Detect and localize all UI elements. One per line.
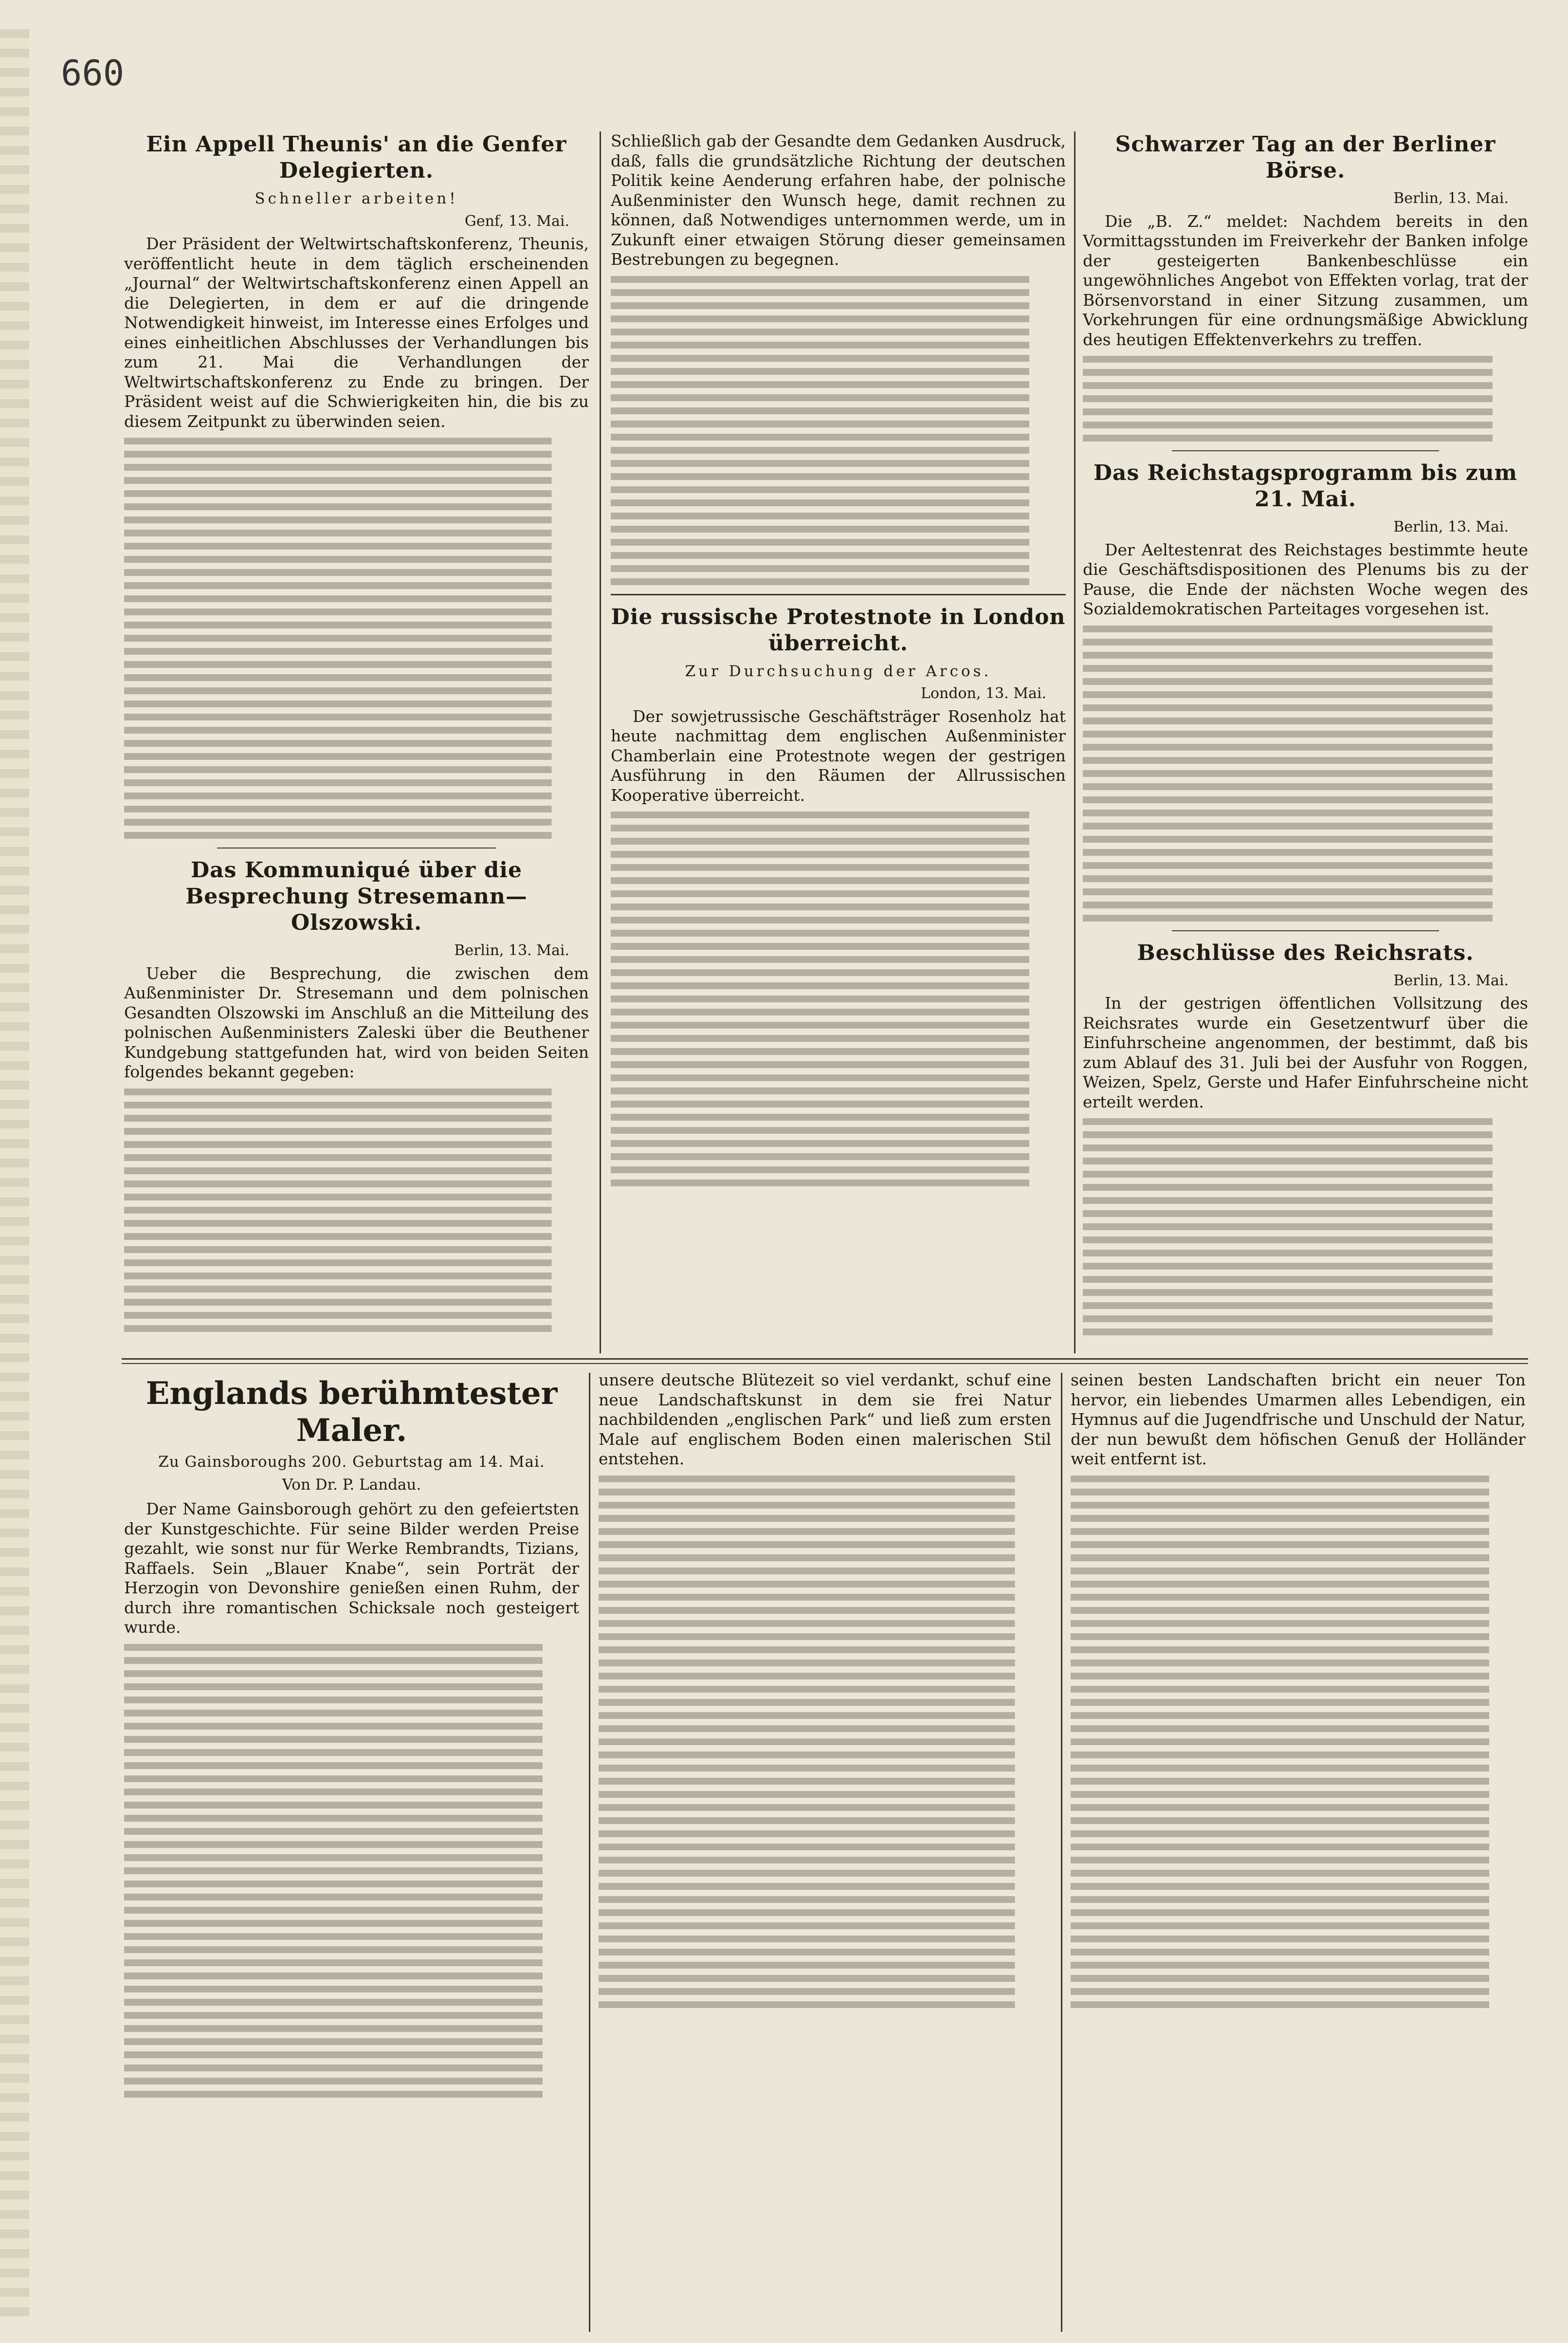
article-text-reichsrat: In der gestrigen öffentlichen Vollsitzung des Reichsrates wurde ein Gesetzentwurf über die Einfuhrscheine angenommen, der bestimmt, daß bis zum Ablauf des 31. Juli bei der Ausfuhr von Roggen, Weizen, Spelz, Gerste und Hafer Einfuhrscheine nicht erteilt werden.	[1083, 994, 1528, 1111]
feature-headline: Englands berühmtester Maler.	[146, 1375, 558, 1449]
feature-text-1: Der Name Gainsborough gehört zu den gefeiertsten der Kunstgeschichte. Für seine Bilder werden Preise gezahlt, wie sonst nur für Werke Rembrandts, Tizians, Raffaels. Sein „Blauer Knabe“, sein Porträt der Herzogin von Devonshire genießen einen Ruhm, der durch ihre romantischen Schicksale noch gesteigert wurde.	[124, 1499, 579, 1637]
feature-text-2: unsere deutsche Blütezeit so viel verdankt, schuf eine neue Landschaftskunst in dem sie frei Natur nachbildenden „englischen Park“ und ließ zum ersten Male auf englischem Boden einen malerischen Stil entstehen.	[599, 1370, 1051, 1468]
text-lines	[611, 276, 1066, 585]
feature-subline: Zu Gainsboroughs 200. Geburtstag am 14. Mai.	[158, 1453, 545, 1471]
article-text-theunis: Der Präsident der Weltwirtschaftskonferenz, Theunis, veröffentlicht heute in dem täglich erscheinenden „Journal“ der Weltwirtschaftskonferenz einen Appell an die Delegierten, in dem er auf die dringende Notwendigkeit hinweist, im Interesse eines Erfolges und eines einheitlichen Abschlusses der Verhandlungen bis zum 21. Mai die Verhandlungen der Weltwirtschaftskonferenz zu Ende zu bringen. Der Präsident weist auf die Schwierigkeiten hin, die bis zu diesem Zeitpunkt zu überwinden seien.	[124, 234, 589, 431]
column-3	[1083, 131, 1528, 1353]
column-rule	[1074, 131, 1076, 1353]
column-2	[611, 131, 1066, 1353]
text-lines	[1071, 1476, 1526, 2008]
column-rule	[600, 131, 601, 1353]
dateline-boerse: Berlin, 13. Mai.	[1393, 190, 1509, 207]
text-lines	[124, 1644, 579, 2098]
article-text-reichstagsprogramm: Der Aeltestenrat des Reichstages bestimmte heute die Geschäftsdispositionen des Plenums bis zu der Pause, die Ende der nächsten Woche wegen des Sozialdemokratischen Parteitages vorgesehen ist.	[1083, 540, 1528, 618]
binding-edge	[0, 29, 29, 2317]
text-lines	[1083, 626, 1528, 922]
section-divider	[611, 594, 1066, 595]
text-lines	[611, 812, 1066, 1186]
headline-boerse: Schwarzer Tag an der Berliner Börse.	[1115, 132, 1496, 183]
headline-theunis: Ein Appell Theunis' an die Genfer Delegierten.	[146, 132, 567, 183]
page-number: 660	[61, 53, 125, 93]
headline-protestnote: Die russische Protestnote in London überreicht.	[611, 604, 1066, 656]
dateline-theunis: Genf, 13. Mai.	[464, 212, 569, 230]
section-divider	[1172, 930, 1439, 931]
feature-article	[124, 1370, 1528, 2334]
dateline-kommunique: Berlin, 13. Mai.	[454, 942, 569, 959]
text-lines	[1083, 356, 1528, 442]
headline-kommunique: Das Kommuniqué über die Besprechung Stresemann—Olszowski.	[185, 858, 528, 935]
section-divider	[1172, 450, 1439, 451]
feature-column-1	[124, 1370, 579, 2104]
feature-column-2	[599, 1370, 1051, 2014]
feature-text-3: seinen besten Landschaften bricht ein neuer Ton hervor, ein liebendes Umarmen alles Lebendigen, ein Hymnus auf die Jugendfrische und Unschuld der Natur, der nun bewußt dem höfischen Genuß der Holländer weit entfernt ist.	[1071, 1370, 1526, 1468]
dateline-reichsrat: Berlin, 13. Mai.	[1393, 972, 1509, 989]
subline-protestnote: Zur Durchsuchung der Arcos.	[685, 662, 992, 680]
subline-theunis: Schneller arbeiten!	[255, 190, 458, 207]
headline-reichsrat: Beschlüsse des Reichsrats.	[1137, 940, 1474, 965]
article-text-protestnote: Der sowjetrussische Geschäftsträger Rosenholz hat heute nachmittag dem englischen Außenminister Chamberlain eine Protestnote wegen der gestrigen Ausführung in den Räumen der Allrussischen Kooperative überreicht.	[611, 706, 1066, 805]
dateline-protestnote: London, 13. Mai.	[921, 685, 1046, 702]
article-text-continued: Schließlich gab der Gesandte dem Gedanken Ausdruck, daß, falls die grundsätzliche Richtung der deutschen Politik keine Aenderung erfahren habe, der polnische Außenminister den Wunsch hege, damit rechnen zu können, daß Notwendiges unternommen werde, um in Zukunft einer etwaigen Störung dieser gemeinsamen Bestrebungen zu begegnen.	[611, 131, 1066, 269]
text-lines	[124, 438, 589, 839]
headline-reichstagsprogramm: Das Reichstagsprogramm bis zum 21. Mai.	[1093, 461, 1518, 512]
text-lines	[1083, 1118, 1528, 1335]
feature-rule-top	[122, 1358, 1528, 1360]
section-divider	[217, 848, 496, 849]
feature-column-3	[1071, 1370, 1526, 2014]
feature-author: Von Dr. P. Landau.	[282, 1476, 421, 1494]
column-1	[124, 131, 589, 1353]
text-lines	[599, 1476, 1051, 2008]
text-lines	[124, 1088, 589, 1332]
article-text-boerse: Die „B. Z.“ meldet: Nachdem bereits in den Vormittagsstunden im Freiverkehr der Banken infolge der gesteigerten Bankenbeschlüsse ein ungewöhnliches Angebot von Effekten vorlag, trat der Börsenvorstand in einer Sitzung zusammen, um Vorkehrungen für eine ordnungsmäßige Abwicklung des heutigen Effektenverkehrs zu treffen.	[1083, 211, 1528, 349]
dateline-reichstagsprogramm: Berlin, 13. Mai.	[1393, 518, 1509, 535]
feature-rule-bottom	[122, 1363, 1528, 1364]
article-text-kommunique: Ueber die Besprechung, die zwischen dem Außenminister Dr. Stresemann und dem polnischen Gesandten Olszowski im Anschluß an die Mitteilung des polnischen Außenministers Zaleski über die Beuthener Kundgebung stattgefunden hat, wird von beiden Seiten folgendes bekannt gegeben:	[124, 963, 589, 1081]
